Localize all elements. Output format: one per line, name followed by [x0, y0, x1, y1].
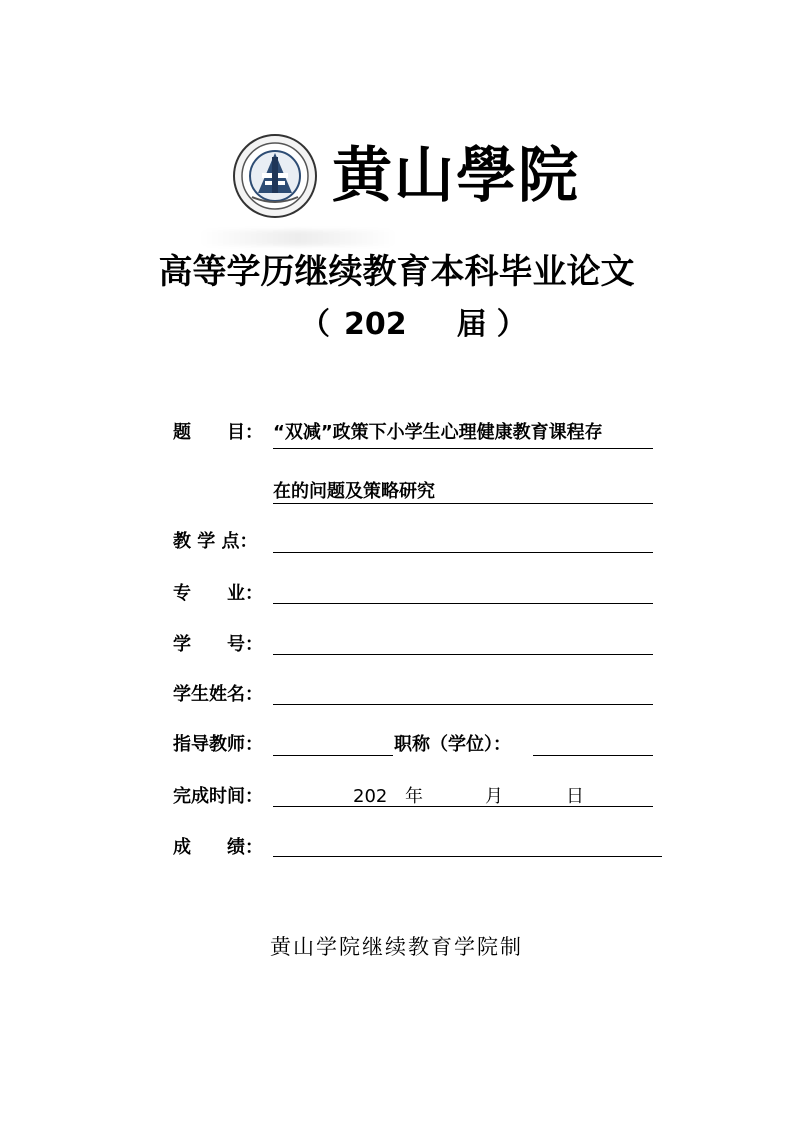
- logo-reflection: [198, 230, 398, 246]
- university-logo: [232, 128, 580, 224]
- completion-underline: [273, 806, 653, 807]
- topic-line-2: 在的问题及策略研究: [273, 481, 435, 502]
- university-emblem-icon: [232, 133, 318, 219]
- student-id-underline: [273, 654, 653, 655]
- session-close-paren: ）: [496, 307, 527, 342]
- advisor-title-underline: [533, 755, 653, 756]
- student-id-label: 学 号：: [173, 634, 263, 655]
- advisor-title-label: 职称（学位）：: [394, 734, 511, 755]
- major-label: 专 业：: [173, 583, 263, 604]
- topic-underline-2: [273, 503, 653, 504]
- site-underline: [273, 552, 653, 553]
- completion-day-unit: 日: [566, 786, 584, 807]
- advisor-label: 指导教师：: [173, 734, 263, 755]
- topic-line-1: “双减”政策下小学生心理健康教育课程存: [273, 422, 603, 443]
- session-open-paren: （: [300, 307, 330, 342]
- completion-month-unit: 月: [485, 786, 503, 807]
- advisor-underline: [273, 755, 393, 756]
- session-suffix: 届: [456, 307, 487, 342]
- student-name-underline: [273, 704, 653, 705]
- major-underline: [273, 603, 653, 604]
- completion-label: 完成时间：: [173, 786, 263, 807]
- issuer-footer: 黄山学院继续教育学院制: [270, 935, 523, 959]
- session-year: 202: [344, 307, 407, 342]
- topic-label: 题 目：: [173, 422, 263, 443]
- completion-year[interactable]: 202: [353, 786, 388, 807]
- completion-year-unit: 年: [405, 786, 423, 807]
- topic-underline-1: [273, 448, 653, 449]
- grade-label: 成 绩：: [173, 837, 263, 858]
- student-name-label: 学生姓名：: [173, 684, 263, 705]
- thesis-title: 高等学历继续教育本科毕业论文: [158, 252, 635, 292]
- site-label: 教 学 点：: [173, 531, 258, 552]
- session-line: [300, 303, 527, 347]
- grade-underline: [273, 856, 662, 857]
- logo-wordmark: 黄山學院: [332, 141, 580, 211]
